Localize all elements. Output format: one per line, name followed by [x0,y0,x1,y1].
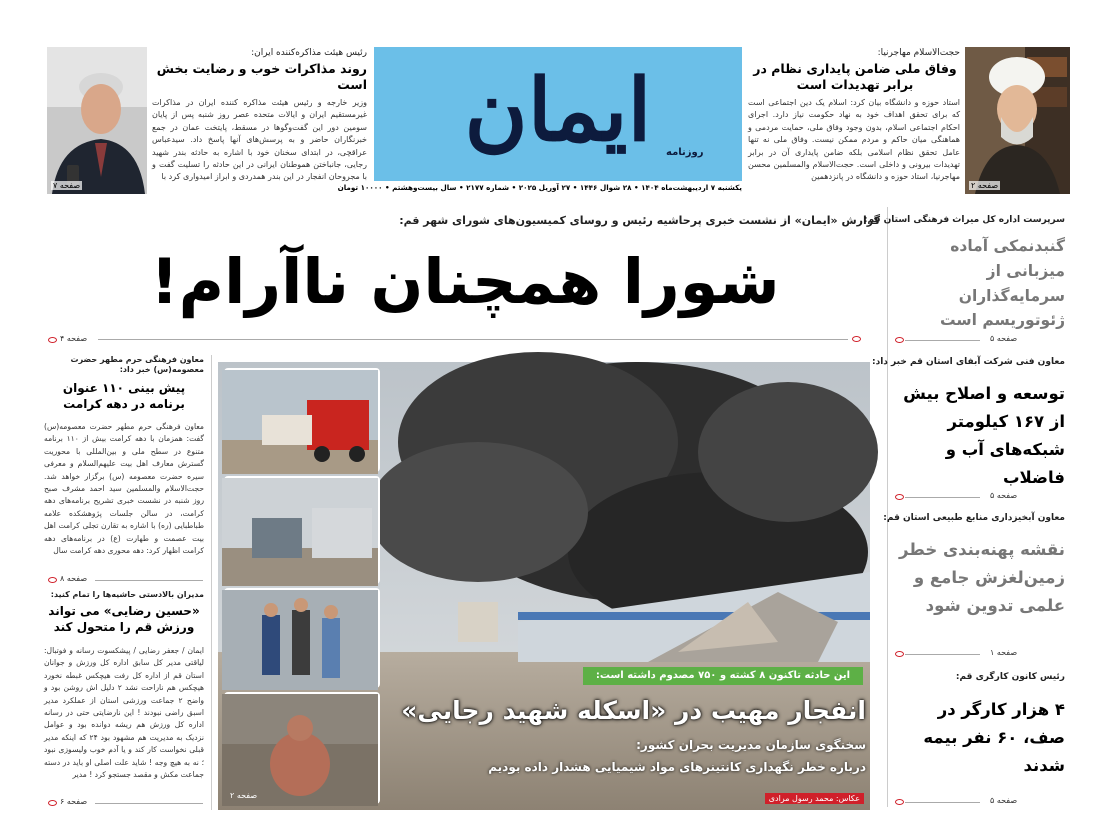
portrait-right [965,47,1070,194]
top-left-body: وزیر خارجه و رئیس هیئت مذاکره کننده ایران در مذاکرات غیرمستقیم ایران و ایالات متحده عصر روز شنبه پس از پایان سومین دور این گفت‌وگوها در مسقط، پایتخت عمان در جمع خبرنگاران حاضر و به پرسش‌های آنها پاسخ داد. سیدعباس عراقچی، در ابتدای سخنان خود با اشاره به حادثه بندر شهید رجایی، جانباختن هموطنان ایرانی در این حادثه را تسلیت گفت و با مجروحان انفجار در این بندر همدردی و ابراز امیدواری کرد با [152,98,367,182]
inset-photo-rescuers [224,588,380,688]
photo-credit: عکاس: محمد رسول مرادی [765,793,864,804]
inset-photo-trucks [224,476,380,584]
explosion-photo [218,362,870,810]
red-diamond-icon [895,337,904,343]
page-ref: صفحه ۶ [60,797,88,806]
main-headline[interactable]: شورا همچنان ناآرام! [150,245,780,318]
red-diamond-icon [48,577,57,583]
top-left-headline[interactable]: روند مذاکرات خوب و رضایت بخش است [156,61,367,93]
red-diamond-icon [852,336,861,342]
page-ref: صفحه ۲ [971,181,999,190]
inset-photo-injured [224,692,380,804]
rescuers-icon [222,590,378,690]
portrait-left [47,47,147,194]
top-right-kicker: حجت‌الاسلام مهاجرنیا: [877,48,960,58]
top-left-kicker: رئیس هیئت مذاکره‌کننده ایران: [251,48,367,58]
masthead [374,47,742,181]
main-kicker: گزارش «ایمان» از نشست خبری پرحاشیه رئیس و روسای کمیسیون‌های شورای شهر قم: [399,214,880,227]
photo-banner: این حادثه تاکنون ۸ کشته و ۷۵۰ مصدوم داشته است: [583,667,863,685]
page-ref: صفحه ۵ [990,334,1018,343]
page-ref: صفحه ۱ [990,648,1018,657]
right-headline-3[interactable]: نقشه پهنه‌بندی خطر زمین‌لغزش جامع و علمی تدوین شود [899,540,1065,616]
cleric-portrait-icon [965,47,1070,194]
inset-photo-firetruck [224,368,380,472]
left-headline-2[interactable]: «حسین رضایی» می تواند ورزش قم را متحول کند [48,604,200,634]
left-kicker-2: مدیران بالادستی حاشیه‌ها را تمام کنید: [50,590,204,599]
official-portrait-icon [47,47,147,194]
page-ref: صفحه ۵ [990,796,1018,805]
firetruck-icon [222,370,378,474]
page-ref: صفحه ۸ [60,574,88,583]
red-diamond-icon [895,494,904,500]
page-ref: صفحه ۵ [990,491,1018,500]
right-kicker-3: معاون آبخیزداری منابع طبیعی استان قم: [883,513,1065,523]
red-diamond-icon [48,337,57,343]
right-headline-2[interactable]: توسعه و اصلاح بیش از ۱۶۷ کیلومتر شبکه‌های آب و فاضلاب [903,384,1065,488]
page-ref: صفحه ۷ [53,181,81,190]
photo-headline[interactable]: انفجار مهیب در «اسکله شهید رجایی» [401,696,866,725]
left-body-1: معاون فرهنگی حرم مطهر حضرت معصومه(س) گفت: همزمان با دهه کرامت بیش از ۱۱۰ برنامه متنوع در سطح ملی و بین‌المللی با محوریت گسترش معارف اهل بیت علیهم‌السلام و معرفی سیره حضرت معصومه (س) برگزار خواهد شد. حجت‌الاسلام والمسلمین سید احمد مشرف صبح روز شنبه در نشست خبری تشریح برنامه‌های دهه کرامت، در سالن جلسات پژوهشکده علامه طباطبایی (ره) با اشاره به تقارن تجلی کرامت اهل بیت عصمت و طهارت (ع) در برنامه‌های دهه کرامت اظهار کرد: دهه محوری دهه کرامت سال [44,422,204,556]
logo: ایمان [464,60,652,161]
injured-man-icon [222,694,378,806]
top-right-body: استاد حوزه و دانشگاه بیان کرد: اسلام یک دین اجتماعی است که برای تحقق اهداف خود به نهاد حکومت نیاز دارد. اجرای احکام اجتماعی اسلام، بدون وجود وفاق ملی، حمایت مردمی و هماهنگی میان حاکم و مردم ممکن نیست. وفاق ملی نه تنها عامل تحقق نظام اسلامی بلکه ضامن پایداری آن در برابر تهدیدات بیرونی و داخلی است. حجت‌الاسلام والمسلمین محسن مهاجرنیا، استاد حوزه و دانشگاه در پانزدهمین [748,98,960,182]
red-diamond-icon [895,799,904,805]
right-kicker-1: سرپرست اداره کل میراث فرهنگی استان قم: [863,215,1065,225]
logo-small: روزنامه [666,147,704,158]
photo-subhead-1: سخنگوی سازمان مدیریت بحران کشور: [636,738,866,752]
right-headline-1[interactable]: گنبدنمکی آماده میزبانی از سرمایه‌گذاران ژئوتوریسم است [939,237,1065,330]
right-headline-4[interactable]: ۴ هزار کارگر در صف، ۶۰ نفر بیمه شدند [923,700,1065,776]
left-kicker-1: معاون فرهنگی حرم مطهر حضرت معصومه(س) خبر داد: [70,355,204,374]
right-kicker-4: رئیس کانون کارگری قم: [955,672,1065,682]
red-diamond-icon [48,800,57,806]
left-body-2: ایمان / جعفر رضایی / پیشکسوت رسانه و فوتبال: لیاقتی مدیر کل سابق اداره کل ورزش و جوانان استان قم از اداره کل رفت هیچکس غبطه نخورد هیچکس هم ناراحت نشد ۲ دلیل اش روشن بود و واضح ۲ جماعت ورزشی استان از عملکرد مدیر اسبق راضی نبودند ! این نارضایتی حتی در رسانه اداره کل ورزش هم ریشه دوانده بود و عوامل نزدیک به مدیریت هم مشهود بود ۲۴ که اینکه مدیر قبلی نخواست کار کند و یا آدم خوب ولیسوزی نبود ؛ نه به هیچ وجه ! شاید علت اصلی او باید در دسته جماعت مکش و مقصد جستجو کرد ! مدیر [44,646,205,780]
right-kicker-2: معاون فنی شرکت آبفای استان قم خبر داد: [872,357,1065,367]
page-ref: صفحه ۲ [230,791,258,800]
top-right-headline[interactable]: وفاق ملی ضامن پایداری نظام در برابر تهدیدات است [753,61,957,93]
dateline: یکشنبه ۷ اردیبهشت‌ماه ۱۴۰۴ • ۲۸ شوال ۱۴۴۶ • ۲۷ آوریل ۲۰۲۵ • شماره ۲۱۷۷ • سال بیست‌وهشتم • ۱۰۰۰۰ تومان [337,183,742,192]
damaged-trucks-icon [222,478,378,586]
red-diamond-icon [895,651,904,657]
photo-subhead-2: درباره خطر نگهداری کانتینرهای مواد شیمیایی هشدار داده بودیم [488,760,866,774]
page-ref: صفحه ۴ [60,334,88,343]
left-headline-1[interactable]: پیش بینی ۱۱۰ عنوان برنامه در دهه کرامت [62,381,186,411]
right-column-divider [887,207,888,807]
left-column-divider [211,355,212,810]
